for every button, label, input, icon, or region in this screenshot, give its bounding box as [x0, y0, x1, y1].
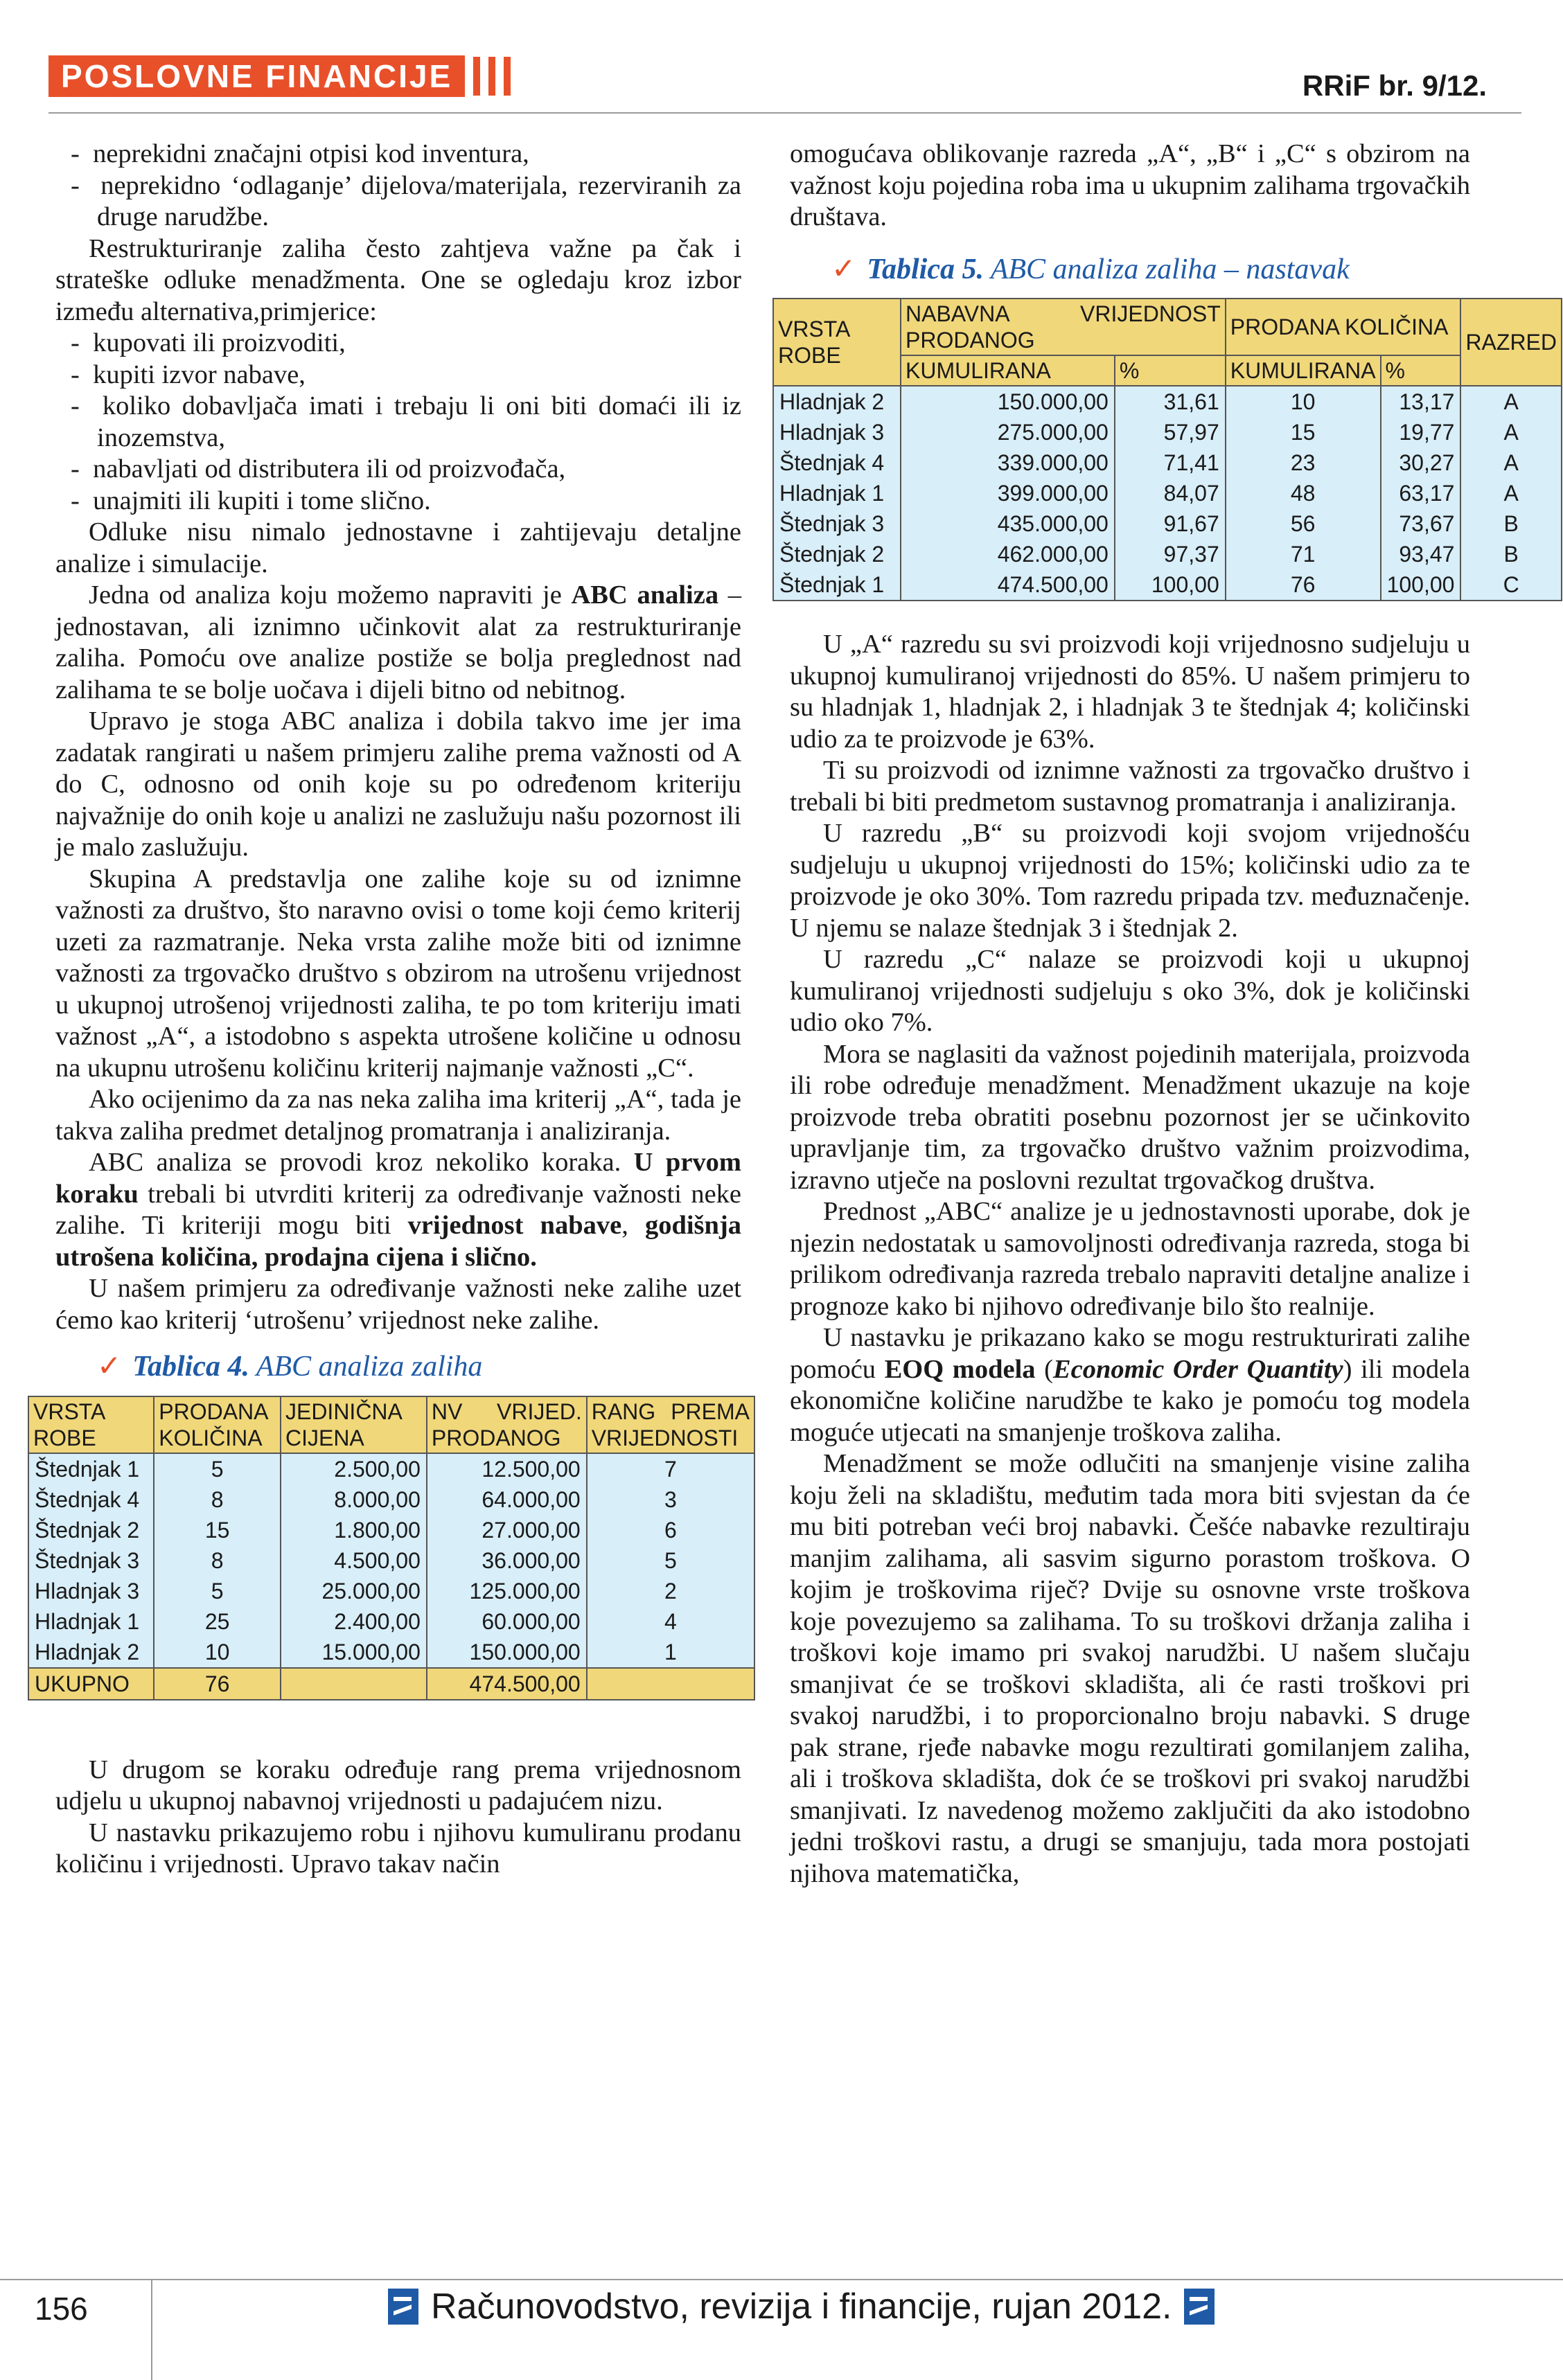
table-cell: 8.000,00	[281, 1484, 427, 1515]
table-cell: 435.000,00	[901, 508, 1115, 539]
list-item: - nabavljati od distributera ili od proizvođača,	[71, 454, 566, 483]
table-cell: 10	[154, 1637, 281, 1668]
table-cell: 23	[1226, 447, 1381, 478]
table-header: %	[1115, 355, 1226, 386]
table4	[28, 1396, 755, 1700]
check-icon: ✓	[831, 253, 856, 285]
table-row	[28, 1515, 754, 1545]
table-cell: Štednjak 1	[773, 569, 901, 601]
paragraph: U razredu „C“ nalaze se proizvodi koji u ukupnoj kumuliranoj vrijednosti sudjeluju s oko 3%, dok je količinski udio oko 7%.	[790, 945, 1470, 1037]
paragraph: omogućava oblikovanje razreda „A“, „B“ i „C“ s obzirom na važnost koju pojedina roba ima u ukupnim zalihama trgovačkih društava.	[790, 139, 1470, 231]
issue-number: RRiF br. 9/12.	[1302, 69, 1487, 102]
paragraph: Ako ocijenimo da za nas neka zaliha ima kriterij „A“, tada je takva zaliha predmet detaljnog promatranja i analiziranja.	[55, 1085, 741, 1146]
table-row	[28, 1606, 754, 1637]
table-header: PRODANA KOLIČINA	[154, 1396, 281, 1453]
table-cell: A	[1460, 386, 1562, 417]
table-row	[773, 478, 1562, 508]
table-row	[773, 447, 1562, 478]
list-item: - neprekidno ‘odlaganje’ dijelova/materijala, rezerviranih za druge narudžbe.	[71, 170, 742, 231]
table5	[772, 298, 1562, 601]
table-cell: 84,07	[1115, 478, 1226, 508]
table-cell: 5	[587, 1545, 754, 1576]
table-cell: 76	[154, 1668, 281, 1700]
paragraph: Ti su proizvodi od iznimne važnosti za trgovačko društvo i trebali bi biti predmetom sustavnog promatranja i analiziranja.	[790, 756, 1470, 817]
table-header: %	[1381, 355, 1461, 386]
badge-bar	[473, 57, 480, 96]
table-cell: 5	[154, 1576, 281, 1606]
table-total-row	[28, 1668, 754, 1700]
table-cell: 71,41	[1115, 447, 1226, 478]
table-cell: Hladnjak 1	[773, 478, 901, 508]
table-cell: 5	[154, 1453, 281, 1484]
table4-caption: ✓ Tablica 4. ABC analiza zaliha	[97, 1351, 483, 1383]
table-cell: 63,17	[1381, 478, 1461, 508]
table-cell: 73,67	[1381, 508, 1461, 539]
table-cell: Hladnjak 2	[28, 1637, 154, 1668]
table-cell: 8	[154, 1484, 281, 1515]
table-cell: 4	[587, 1606, 754, 1637]
table-row	[773, 569, 1562, 601]
paragraph: Upravo je stoga ABC analiza i dobila takvo ime jer ima zadatak rangirati u našem primjeru zalihe prema važnosti od A do C, odnosno od onih koje su po određenom kriteriju najvažnije do onih koje u analizi ne zaslužuju našu pozornost ili je malo zaslužuju.	[55, 707, 741, 862]
table5-caption: ✓ Tablica 5. ABC analiza zaliha – nastavak	[831, 253, 1350, 285]
table-header: PRODANA KOLIČINA	[1226, 299, 1461, 355]
check-icon: ✓	[97, 1351, 122, 1383]
table-cell: Hladnjak 2	[773, 386, 901, 417]
table-cell: 57,97	[1115, 417, 1226, 447]
paragraph: Jedna od analiza koju možemo napraviti je ABC analiza – jednostavan, ali iznimno učinkovit alat za restrukturiranje zaliha. Pomoću ove analize postiže se bolja preglednost nad zalihama te se bolje uočava i dijeli bitno od nebitnog.	[55, 580, 742, 704]
table-row	[773, 508, 1562, 539]
table-cell: 1.800,00	[281, 1515, 427, 1545]
table-cell: 4.500,00	[281, 1545, 427, 1576]
left-column	[33, 139, 750, 1881]
paragraph: Menadžment se može odlučiti na smanjenje visine zaliha koju želi na skladištu, međutim tada mora biti svjestan da će mu biti potreban veći broj nabavki. Češće nabavke rezultiraju manjim zalihama, ali sasvim sigurno porastom troškova. O kojim je troškovima riječ? Dvije su osnovne vrste troškova koje povezujemo sa zalihama. To su troškovi držanja zaliha i troškovi koje imamo pri svakoj narudžbi. U našem slučaju smanjivat će se troškovi skladišta, ali će rasti troškovi pri svakoj narudžbi, i to proporcionalno broju nabavki. S druge pak strane, rjeđe nabavke mogu rezultirati gomilanjem zaliha, ali i troškova skladišta, dok će se troškovi pri svakoj narudžbi smanjivati. Iz navedenog možemo zaključiti da ako istodobno jedni troškovi rastu, a drugi se smanjuju, tada mora postojati njihova matematička,	[790, 1449, 1470, 1888]
table-cell: 93,47	[1381, 539, 1461, 569]
paragraph: U razredu „B“ su proizvodi koji svojom vrijednošću sudjeluju u ukupnoj vrijednosti do 15%; količinski udio za te proizvode je oko 30%. Tom razredu pripada tzv. međuznačenje. U njemu se nalaze štednjak 3 i štednjak 2.	[790, 819, 1470, 943]
table-header: KUMULIRANA	[901, 355, 1115, 386]
table-cell: B	[1460, 539, 1562, 569]
table-cell: Štednjak 3	[773, 508, 901, 539]
table-cell: 2	[587, 1576, 754, 1606]
paragraph: U drugom se koraku određuje rang prema vrijednosnom udjelu u ukupnoj nabavnoj vrijednosti u padajućem nizu.	[55, 1755, 741, 1815]
table-header: NV VRIJED. PRODANOG	[427, 1396, 587, 1453]
right-column	[778, 139, 1557, 1890]
paragraph: Odluke nisu nimalo jednostavne i zahtijevaju detaljne analize i simulacije.	[55, 517, 741, 578]
table-cell: Hladnjak 1	[28, 1606, 154, 1637]
page-number: 156	[35, 2291, 88, 2327]
table-row	[773, 539, 1562, 569]
paragraph: Restrukturiranje zaliha često zahtjeva važne pa čak i strateške odluke menadžmenta. One se ogledaju kroz izbor između alternativa,primjerice:	[55, 233, 741, 326]
rrif-logo-icon	[1184, 2289, 1215, 2325]
list-item: - kupovati ili proizvoditi,	[71, 328, 346, 357]
table-cell: Štednjak 2	[773, 539, 901, 569]
paragraph: Mora se naglasiti da važnost pojedinih materijala, proizvoda ili robe određuje menadžment. Menadžment ukazuje na koje proizvode treba obratiti posebnu pozornost jer se učinkovito upravljanje tim, za trgovačko društvo važnim proizvodima, izravno utječe na poslovni rezultat trgovačkog društva.	[790, 1039, 1470, 1195]
table-cell: B	[1460, 508, 1562, 539]
table-cell: A	[1460, 417, 1562, 447]
table-cell: 15.000,00	[281, 1637, 427, 1668]
table-cell: 10	[1226, 386, 1381, 417]
table-cell: 1	[587, 1637, 754, 1668]
table-header: RANG PREMA VRIJEDNOSTI	[587, 1396, 754, 1453]
table-cell: 60.000,00	[427, 1606, 587, 1637]
table-row	[28, 1545, 754, 1576]
table-row	[773, 386, 1562, 417]
table-cell: 30,27	[1381, 447, 1461, 478]
table-header: VRSTA ROBE	[28, 1396, 154, 1453]
footer-text: Računovodstvo, revizija i financije, rujan 2012.	[431, 2286, 1172, 2327]
table-cell	[587, 1668, 754, 1700]
table-cell: 15	[154, 1515, 281, 1545]
list-item: - neprekidni značajni otpisi kod inventura,	[71, 139, 529, 168]
list-item: - kupiti izvor nabave,	[71, 359, 306, 389]
rrif-logo-icon	[388, 2289, 418, 2325]
table-cell: A	[1460, 478, 1562, 508]
table-cell: 19,77	[1381, 417, 1461, 447]
table-cell: 474.500,00	[427, 1668, 587, 1700]
table-cell: Hladnjak 3	[773, 417, 901, 447]
table-header: RAZRED	[1460, 299, 1562, 386]
table-cell: 31,61	[1115, 386, 1226, 417]
table-cell: 91,67	[1115, 508, 1226, 539]
paragraph: U nastavku je prikazano kako se mogu restrukturirati zalihe pomoću EOQ modela (Economic Order Quantity) ili modela ekonomične količine narudžbe te kako je pomoću tog modela moguće utjecati na smanjenje troškova zaliha.	[790, 1323, 1471, 1447]
table-row	[28, 1637, 754, 1668]
table-cell: 125.000,00	[427, 1576, 587, 1606]
table-cell: Štednjak 4	[773, 447, 901, 478]
badge-bar	[504, 57, 511, 96]
table-header: KUMULIRANA	[1226, 355, 1381, 386]
footer-divider	[0, 2279, 1563, 2280]
table-header: VRSTA ROBE	[773, 299, 901, 386]
paragraph: ABC analiza se provodi kroz nekoliko koraka. U prvom koraku trebali bi utvrditi kriterij za određivanje važnosti neke zalihe. Ti kriteriji mogu biti vrijednost nabave, godišnja utrošena količina, prodajna cijena i slično.	[55, 1148, 742, 1272]
table-cell: 15	[1226, 417, 1381, 447]
footer-vertical-divider	[151, 2279, 152, 2380]
paragraph: U „A“ razredu su svi proizvodi koji vrijednosno sudjeluju u ukupnoj kumuliranoj vrijednosti do 85%. U našem primjeru to su hladnjak 1, hladnjak 2, i hladnjak 3 te štednjak 4; količinski udio za te proizvode je 63%.	[790, 630, 1470, 754]
section-badge	[48, 55, 511, 97]
table-row	[28, 1453, 754, 1484]
list-item: - unajmiti ili kupiti i tome slično.	[71, 486, 431, 515]
table-cell: 71	[1226, 539, 1381, 569]
table-cell: 36.000,00	[427, 1545, 587, 1576]
table-cell: 6	[587, 1515, 754, 1545]
table-cell: 2.400,00	[281, 1606, 427, 1637]
table-cell: 474.500,00	[901, 569, 1115, 601]
badge-bar	[488, 57, 495, 96]
paragraph: U našem primjeru za određivanje važnosti neke zalihe uzet ćemo kao kriterij ‘utrošenu’ vrijednost neke zalihe.	[55, 1274, 741, 1335]
table-header: NABAVNA VRIJEDNOST PRODANOG	[901, 299, 1226, 355]
paragraph: Prednost „ABC“ analize je u jednostavnosti uporabe, dok je njezin nedostatak u samovoljnosti određivanja razreda, stoga bi prilikom određivanja razreda trebalo napraviti detaljne analize i prognoze kako bi njihovo određivanje bilo što realnije.	[790, 1197, 1470, 1321]
header-divider	[48, 112, 1521, 114]
table-cell: Štednjak 4	[28, 1484, 154, 1515]
table-cell: 48	[1226, 478, 1381, 508]
section-title: POSLOVNE FINANCIJE	[48, 55, 465, 97]
table-cell: 25	[154, 1606, 281, 1637]
table-cell: 2.500,00	[281, 1453, 427, 1484]
table-cell: 150.000,00	[427, 1637, 587, 1668]
list-item: - koliko dobavljača imati i trebaju li oni biti domaći ili iz inozemstva,	[71, 391, 741, 452]
table-cell: 56	[1226, 508, 1381, 539]
table-cell: 399.000,00	[901, 478, 1115, 508]
table-cell: UKUPNO	[28, 1668, 154, 1700]
table-cell: 12.500,00	[427, 1453, 587, 1484]
table-cell: 100,00	[1381, 569, 1461, 601]
footer	[388, 2286, 1215, 2327]
table-cell: 27.000,00	[427, 1515, 587, 1545]
paragraph: Skupina A predstavlja one zalihe koje su od iznimne važnosti za društvo, što naravno ovisi o tome koji ćemo kriterij uzeti za razmatranje. Neka vrsta zalihe može biti od iznimne važnosti za trgovačko društvo s obzirom na utrošenu vrijednost u ukupnoj utrošenoj vrijednosti zaliha, te po tom kriteriju imati važnost „A“, a istodobno s aspekta utrošene količine u odnosu na ukupnu utrošenu količinu kriterij najmanje važnosti „C“.	[55, 864, 741, 1083]
table-cell: Hladnjak 3	[28, 1576, 154, 1606]
table-cell: 150.000,00	[901, 386, 1115, 417]
table-cell: 76	[1226, 569, 1381, 601]
table-cell: 339.000,00	[901, 447, 1115, 478]
table-cell: 8	[154, 1545, 281, 1576]
table-cell: Štednjak 3	[28, 1545, 154, 1576]
table-row	[773, 417, 1562, 447]
table-cell: 64.000,00	[427, 1484, 587, 1515]
table-cell: Štednjak 2	[28, 1515, 154, 1545]
table-cell: 25.000,00	[281, 1576, 427, 1606]
table-cell: A	[1460, 447, 1562, 478]
table-cell: 100,00	[1115, 569, 1226, 601]
table-cell: C	[1460, 569, 1562, 601]
table-row	[28, 1576, 754, 1606]
paragraph: U nastavku prikazujemo robu i njihovu kumuliranu prodanu količinu i vrijednosti. Upravo takav način	[55, 1818, 741, 1879]
table-cell: 3	[587, 1484, 754, 1515]
table-cell: 13,17	[1381, 386, 1461, 417]
table-cell: Štednjak 1	[28, 1453, 154, 1484]
table-cell: 275.000,00	[901, 417, 1115, 447]
table-cell	[281, 1668, 427, 1700]
table-cell: 97,37	[1115, 539, 1226, 569]
table-cell: 462.000,00	[901, 539, 1115, 569]
table-cell: 7	[587, 1453, 754, 1484]
table-header: JEDINIČNA CIJENA	[281, 1396, 427, 1453]
table-row	[28, 1484, 754, 1515]
